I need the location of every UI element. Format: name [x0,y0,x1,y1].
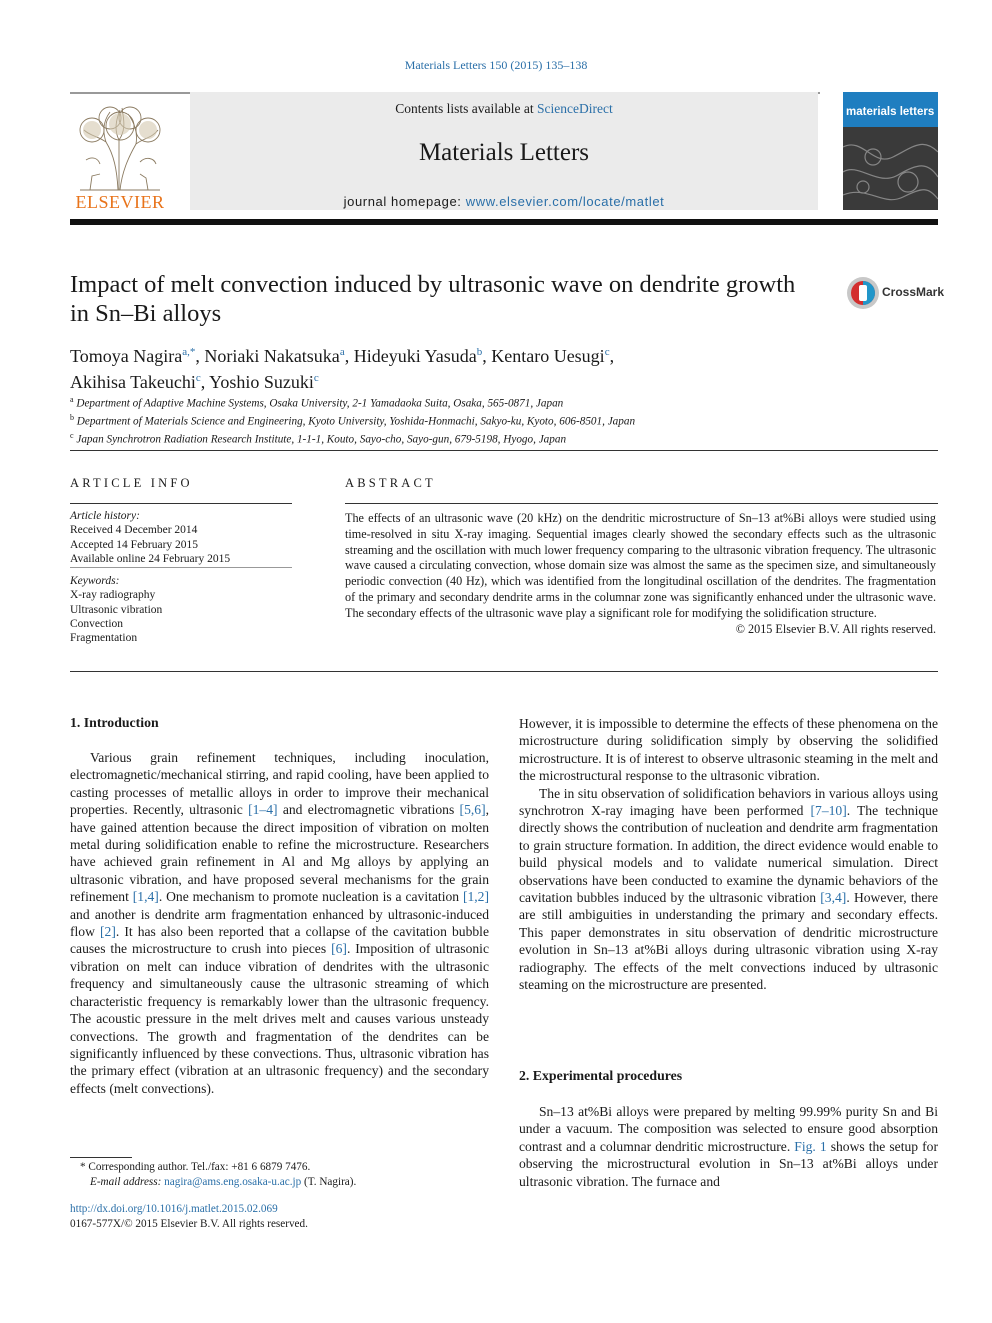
history-rule [70,567,292,568]
author-list: Tomoya Nagira$^{a,*}$, Noriaki Nakatsuka$^a$, Hideyuki Yasuda$^b$, Kentaro Uesugi$^c$, Akihisa Takeuchi$^c$, Yoshio Suzuki$^c$ [70,346,615,392]
experimental-text [519,1103,938,1190]
keyword: Fragmentation [70,632,138,645]
intro-paragraph-2: However, it is impossible to determine the effects of these phenomena on the microstructure during solidification simply by observing the solidified microstructure. It is of interest to observe ultrasonic steaming in the melt and the microstructural response to the ultrasonic vibration. [519,716,938,784]
keyword: X-ray radiography [70,589,156,602]
keywords-label: Keywords: [70,575,120,587]
contents-prefix: Contents lists available at [395,101,537,116]
keywords [70,574,292,645]
crossmark-icon [845,275,881,311]
abstract-bottom-rule [70,671,938,672]
reference-link[interactable]: [2] [100,924,116,940]
author-3[interactable]: Hideyuki Yasuda$^b$ [353,346,483,366]
reference-link[interactable]: [3,4] [820,890,847,906]
homepage-prefix: journal homepage: [343,194,466,209]
issn-line: 0167-577X/© 2015 Elsevier B.V. All rights reserved. [70,1217,308,1230]
article-info-rule [70,503,292,504]
reference-link[interactable]: [6] [331,941,347,957]
crossmark-badge[interactable] [845,275,881,316]
affiliation-rule [70,450,938,451]
author-6[interactable]: Yoshio Suzuki$^c$ [209,372,319,392]
doi-block [70,1202,489,1231]
section-heading-experimental: 2. Experimental procedures [519,1068,683,1083]
reference-link[interactable]: [5,6] [459,802,486,818]
cover-title: materials letters [846,106,935,118]
affiliation-b: $^b$ Department of Materials Science and Engineering, Kyoto University, Yoshida-Honmachi, Sakyo-ku, Kyoto, 606-8501, Japan [70,413,636,428]
author-2[interactable]: Noriaki Nakatsuka$^a$ [204,346,345,366]
reference-link[interactable]: [1,4] [132,889,159,905]
author-5[interactable]: Akihisa Takeuchi$^c$ [70,372,201,392]
abstract-copyright: © 2015 Elsevier B.V. All rights reserved. [735,621,936,636]
contents-line [190,101,818,117]
reference-link[interactable]: [1–4] [248,802,278,818]
article-title: Impact of melt convection induced by ultrasonic wave on dendrite growth in Sn–Bi alloys [70,271,796,327]
journal-cover-image [843,92,938,210]
intro-paragraph-3: The in situ observation of solidification behaviors in various alloys using synchrotron X-ray imaging have been performed [7–10]. The technique directly shows the contribution of nucleation and dendrite arm fragmentation to grain structure formation. In addition, the direct evidence would enable to build physical models and to validate numerical simulation. Direct observations have been conducted to examine the dynamic behaviors of the cavitation bubbles induced by the ultrasonic vibration [3,4]. However, there are still ambiguities in understanding the primary and secondary effects. This paper demonstrates in situ observation of dendritic microstructure evolution in Sn–13 at%Bi alloys during ultrasonic vibration using X-ray radiography. The effects of the melt convections induced by ultrasonic steaming on the microstructure are presented. [519,785,938,993]
abstract-heading: ABSTRACT [345,476,436,490]
right-column [519,715,938,994]
affiliation-c: $^c$ Japan Synchrotron Radiation Research Institute, 1-1-1, Kouto, Sayo-cho, Sayo-gun, 679-5198, Hyogo, Japan [70,431,567,447]
cover-micrograph-icon [843,127,938,210]
elsevier-logo [70,100,170,212]
author-1[interactable]: Tomoya Nagira$^{a,*}$ [70,346,196,366]
article-info-heading: ARTICLE INFO [70,476,193,490]
received-date: Received 4 December 2014 [70,524,198,537]
experimental-paragraph-1: Sn–13 at%Bi alloys were prepared by melting 99.99% purity Sn and Bi under a vacuum. The composition was selected to ensure good absorption contrast and a columnar dendritic microstructure. Fig. 1 shows the setup for observing the microstructural evolution in Sn–13 at%Bi alloys under ultrasonic vibration. The furnace and [519,1104,938,1189]
reference-link[interactable]: [1,2] [462,889,489,905]
journal-citation[interactable]: Materials Letters 150 (2015) 135–138 [404,58,588,72]
figure-link[interactable]: Fig. 1 [794,1138,827,1154]
online-date: Available online 24 February 2015 [70,552,231,565]
left-column [70,749,489,1097]
footnotes [70,1160,489,1189]
history-label: Article history: [70,510,140,522]
affiliation-a: $^a$ Department of Adaptive Machine Systems, Osaka University, 2-1 Yamadaoka Suita, Osaka, 565-0871, Japan [70,395,564,410]
homepage-link[interactable]: www.elsevier.com/locate/matlet [465,194,665,209]
affiliations [70,393,870,448]
accepted-date: Accepted 14 February 2015 [70,538,199,551]
journal-homepage [190,194,818,209]
abstract-rule [345,503,938,504]
article-history [70,509,292,566]
elsevier-wordmark: ELSEVIER [75,192,165,212]
crossmark-label[interactable]: CrossMark [882,285,945,299]
journal-title: Materials Letters [418,139,590,166]
email-link[interactable]: nagira@ams.eng.osaka-u.ac.jp [164,1175,302,1188]
sciencedirect-link[interactable]: ScienceDirect [537,101,613,116]
footnote-rule [70,1157,132,1158]
abstract-text: The effects of an ultrasonic wave (20 kHz) on the dendritic microstructure of Sn–13 at%Bi alloys were studied using time-resolved in situ X-ray imaging. Sequential images clearly showed the secondary effects such as the ultrasonic streaming and the oscillation with much lower frequency comparing to the ultrasonic vibration frequency. The ultrasonic wave caused a circulating convection, whose domain size was almost the same as the specimen size, and simultaneously periodic convection (40 Hz), which was identified from the longitudinal oscillation of the dendrites. The fragmentation of the primary and secondary dendrite arms in the columnar zone was significantly enhanced under the ultrasonic wave. The secondary effects of the ultrasonic wave play a significant role for modifying the solidification structure. © 2015 Elsevier B.V. All rights reserved. [345,511,936,636]
keyword: Convection [70,617,124,630]
reference-link[interactable]: [7–10] [810,803,847,819]
email-note: E-mail address: nagira@ams.eng.osaka-u.ac.jp (T. Nagira). [90,1175,357,1188]
section-heading-introduction: 1. Introduction [70,715,159,730]
corresponding-author-note: * Corresponding author. Tel./fax: +81 6 6879 7476. [80,1161,311,1173]
author-4[interactable]: Kentaro Uesugi$^c$ [491,346,610,366]
doi-link[interactable]: http://dx.doi.org/10.1016/j.matlet.2015.02.069 [70,1203,278,1215]
keyword: Ultrasonic vibration [70,603,163,616]
intro-paragraph-1: Various grain refinement techniques, including inoculation, electromagnetic/mechanical stirring, and rapid cooling, have been applied to casting processes of metallic alloys in order to improve their mechanical properties. Recently, ultrasonic [1–4] and electromagnetic vibrations [5,6], have gained attention because the direct imposition of vibration on molten metal during solidification enable to refine the microstructure. Researchers have achieved grain refinement in Al and Mg alloys by applying an ultrasonic vibration, and have proposed several mechanisms for the grain refinement [1,4]. One mechanism to promote nucleation is a cavitation [1,2] and another is dendrite arm fragmentation enhanced by ultrasonic-induced flow [2]. It has also been reported that a collapse of the cavitation bubble causes the microstructure to crush into pieces [6]. Imposition of ultrasonic vibration on melt can induce vibration of dendrites with the ultrasonic frequency and simultaneously cause the ultrasonic streaming of which characteristic frequency is remarkably lower than the ultrasonic frequency. The acoustic pressure in the melt drives melt and causes various unsteady convections. The growth and fragmentation of the dendrites can be significantly influenced by these convections. Thus, ultrasonic vibration has the primary effect (vibration at an ultrasonic frequency) and the secondary effects (melt convections). [70,750,489,1096]
header-thick-rule [70,219,938,225]
